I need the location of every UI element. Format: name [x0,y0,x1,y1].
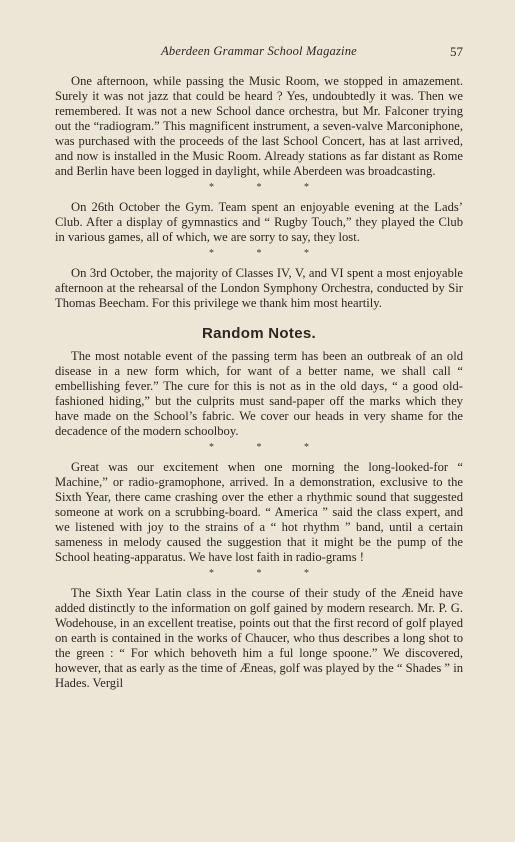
separator-stars: * * * [209,248,329,259]
separator-stars: * * * [209,568,329,579]
separator-stars: * * * [209,182,329,193]
separator-stars: * * * [209,442,329,453]
section-heading: Random Notes. [202,325,316,342]
running-title: Aberdeen Grammar School Magazine [161,44,357,58]
paragraph-radio-gramophone: Great was our excitement when one morning the long-looked-for “ Machine,” or radio-gramophone, arrived. In a demonstration, exclusive to the Sixth Year, there came crashing over the ether a rhythmic sound that suggested someone at work on a scrubbing-board. “ America ” said the class expert, and we listened with joy to the strains of a “ hot rhythm ” band, until a certain sameness in melody caused the suggestion that it might be the pump of the School heating-apparatus. We have lost faith in radio-grams ! [55,460,463,564]
page-number: 57 [450,44,463,59]
paragraph-gym-team: On 26th October the Gym. Team spent an enjoyable evening at the Lads’ Club. After a display of gymnastics and “ Rugby Touch,” they played the Club in various games, all of which, we are sorry to say, they lost. [55,200,463,244]
paragraph-symphony: On 3rd October, the majority of Classes IV, V, and VI spent a most enjoyable afternoon at the rehearsal of the London Symphony Orchestra, conducted by Sir Thomas Beecham. For this privilege we thank him most heartily. [55,266,463,310]
paragraph-embellishing-fever: The most notable event of the passing term has been an outbreak of an old disease in a new form which, for want of a better name, we shall call “ embellishing fever.” The cure for this is not as in the old days, “ a good old-fashioned hiding,” but the culprits must sand-paper off the marks which they have made on the School’s fabric. We cover our heads in very shame for the decadence of the modern schoolboy. [55,349,463,438]
running-header [55,44,463,64]
paragraph-radiogram: One afternoon, while passing the Music Room, we stopped in amazement. Surely it was not jazz that could be heard ? Yes, undoubtedly it was. Then we remembered. It was not a new School dance orchestra, but Mr. Falconer trying out the “radiogram.” This magnificent instrument, a seven-valve Marconiphone, was purchased with the proceeds of the last School Concert, has at last arrived, and now is installed in the Music Room. Already stations as far distant as Rome and Berlin have been logged in daylight, while Aberdeen was broadcasting. [55,74,463,178]
paragraph-aeneid-golf: The Sixth Year Latin class in the course of their study of the Æneid have added distinctly to the information on golf gained by modern research. Mr. P. G. Wodehouse, in an excellent treatise, points out that the first record of golf played on earth is contained in the works of Chaucer, who thus describes a long shot to the green : “ For which behoveth him a ful longe spoone.” We discovered, however, that as early as the time of Æneas, golf was played by the “ Shades ” in Hades. Vergil [55,586,463,690]
